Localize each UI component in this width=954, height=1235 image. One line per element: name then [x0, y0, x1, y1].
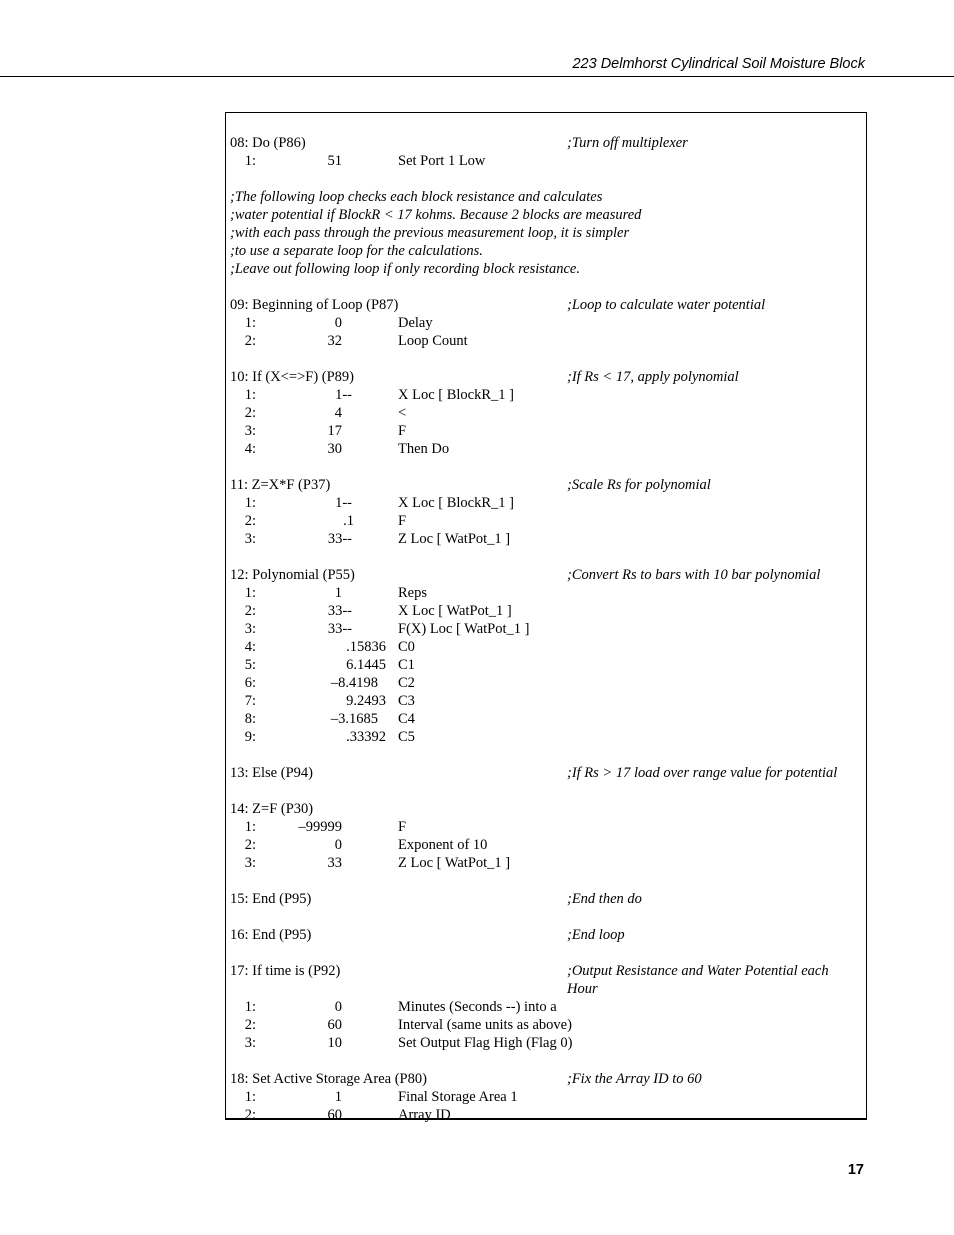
parameter-number: 2:	[244, 837, 256, 853]
parameter-value: 32	[327, 333, 342, 349]
instruction-title-line	[226, 368, 866, 386]
parameter-description: C3	[398, 693, 415, 709]
parameter-row	[226, 656, 866, 674]
parameter-number: 2:	[244, 603, 256, 619]
instruction-comment: ;Loop to calculate water potential	[567, 297, 766, 313]
comment-text: ;to use a separate loop for the calculations.	[230, 243, 483, 259]
parameter-row	[226, 836, 866, 854]
comment-line	[226, 224, 866, 242]
parameter-value: 60	[327, 1107, 342, 1123]
parameter-number: 7:	[244, 693, 256, 709]
instruction-comment: ;Output Resistance and Water Potential each	[567, 963, 829, 979]
parameter-description: Reps	[398, 585, 427, 601]
parameter-value: 0	[334, 999, 342, 1015]
parameter-description: Exponent of 10	[398, 837, 488, 853]
parameter-row	[226, 440, 866, 458]
parameter-row	[226, 530, 866, 548]
instruction-title-line	[226, 1070, 866, 1088]
instruction-comment: ;End loop	[567, 927, 625, 943]
comment-text: ;The following loop checks each block resistance and calculates	[230, 189, 603, 205]
instruction-title-line	[226, 926, 866, 944]
parameter-row	[226, 674, 866, 692]
parameter-row	[226, 314, 866, 332]
parameter-number: 2:	[244, 1017, 256, 1033]
parameter-row	[226, 818, 866, 836]
comment-line	[226, 206, 866, 224]
parameter-row	[226, 1034, 866, 1052]
parameter-number: 1:	[244, 999, 256, 1015]
instruction-title: 12: Polynomial (P55)	[230, 567, 355, 583]
instruction-comment: ;Turn off multiplexer	[567, 135, 688, 151]
parameter-number: 2:	[244, 1107, 256, 1123]
instruction-title-line	[226, 134, 866, 152]
instruction-title: 08: Do (P86)	[230, 135, 306, 151]
parameter-value: 4	[334, 405, 342, 421]
running-header	[0, 0, 954, 77]
parameter-description: Z Loc [ WatPot_1 ]	[398, 855, 511, 871]
parameter-value: 0	[334, 837, 342, 853]
parameter-row	[226, 728, 866, 746]
parameter-description: C2	[398, 675, 415, 691]
parameter-row	[226, 854, 866, 872]
parameter-description: F	[398, 513, 407, 529]
instruction-title: 10: If (X<=>F) (P89)	[230, 369, 355, 385]
parameter-value: 1	[334, 585, 342, 601]
parameter-value: 33--	[327, 603, 352, 619]
document-title: 223 Delmhorst Cylindrical Soil Moisture Block	[572, 56, 865, 72]
parameter-description: Delay	[398, 315, 433, 331]
parameter-number: 3:	[244, 1035, 256, 1051]
parameter-description: Loop Count	[398, 333, 468, 349]
comment-line	[226, 260, 866, 278]
parameter-value: 60	[327, 1017, 342, 1033]
parameter-value: 30	[327, 441, 342, 457]
instruction-title-line	[226, 566, 866, 584]
instruction-comment: ;Scale Rs for polynomial	[567, 477, 711, 493]
instruction-comment: ;Convert Rs to bars with 10 bar polynomial	[567, 567, 821, 583]
parameter-value: –3.1685	[330, 711, 378, 727]
instruction-comment: ;If Rs < 17, apply polynomial	[567, 369, 739, 385]
parameter-description: <	[398, 405, 407, 421]
parameter-description: X Loc [ BlockR_1 ]	[398, 495, 514, 511]
parameter-row	[226, 710, 866, 728]
parameter-number: 1:	[244, 819, 256, 835]
parameter-value: 0	[334, 315, 342, 331]
parameter-row	[226, 998, 866, 1016]
parameter-row	[226, 584, 866, 602]
instruction-title: 11: Z=X*F (P37)	[230, 477, 331, 493]
instruction-title: 16: End (P95)	[230, 927, 312, 943]
instruction-title-line	[226, 962, 866, 980]
parameter-number: 2:	[244, 405, 256, 421]
parameter-row	[226, 386, 866, 404]
instruction-title: 17: If time is (P92)	[230, 963, 341, 979]
instruction-title-line	[226, 296, 866, 314]
parameter-description: Array ID	[398, 1107, 451, 1123]
parameter-row	[226, 602, 866, 620]
parameter-description: Final Storage Area 1	[398, 1089, 518, 1105]
parameter-number: 6:	[244, 675, 256, 691]
parameter-row	[226, 638, 866, 656]
comment-line	[226, 242, 866, 260]
parameter-description: F	[398, 423, 407, 439]
parameter-value: .1	[343, 513, 354, 529]
instruction-title: 13: Else (P94)	[230, 765, 313, 781]
comment-text: ;Leave out following loop if only recording block resistance.	[230, 261, 580, 277]
instruction-title: 15: End (P95)	[230, 891, 312, 907]
instruction-title: 14: Z=F (P30)	[230, 801, 314, 817]
parameter-value: 9.2493	[346, 693, 386, 709]
parameter-number: 1:	[244, 1089, 256, 1105]
parameter-description: C5	[398, 729, 415, 745]
parameter-description: C1	[398, 657, 415, 673]
instruction-comment: ;End then do	[567, 891, 642, 907]
parameter-row	[226, 692, 866, 710]
parameter-number: 4:	[244, 441, 256, 457]
parameter-description: Set Port 1 Low	[398, 153, 486, 169]
parameter-number: 3:	[244, 423, 256, 439]
parameter-description: Interval (same units as above)	[398, 1017, 572, 1033]
parameter-value: 1--	[335, 495, 352, 511]
comment-line	[226, 188, 866, 206]
parameter-value: .33392	[346, 729, 386, 745]
program-listing	[225, 112, 867, 1123]
parameter-row	[226, 1106, 866, 1124]
parameter-value: 51	[327, 153, 342, 169]
parameter-row	[226, 422, 866, 440]
instruction-title: 18: Set Active Storage Area (P80)	[230, 1071, 427, 1087]
parameter-value: 1--	[335, 387, 352, 403]
parameter-number: 5:	[244, 657, 256, 673]
parameter-number: 3:	[244, 531, 256, 547]
parameter-number: 8:	[244, 711, 256, 727]
parameter-value: 33	[327, 855, 342, 871]
parameter-value: 17	[327, 423, 342, 439]
parameter-row	[226, 1088, 866, 1106]
parameter-value: .15836	[346, 639, 386, 655]
parameter-number: 1:	[244, 495, 256, 511]
comment-text: ;with each pass through the previous measurement loop, it is simpler	[230, 225, 630, 241]
instruction-comment-continuation	[226, 980, 866, 998]
parameter-number: 2:	[244, 513, 256, 529]
parameter-value: 10	[327, 1035, 342, 1051]
parameter-number: 1:	[244, 387, 256, 403]
parameter-number: 1:	[244, 153, 256, 169]
parameter-row	[226, 404, 866, 422]
parameter-value: 33--	[327, 621, 352, 637]
instruction-comment: ;Fix the Array ID to 60	[567, 1071, 702, 1087]
parameter-row	[226, 494, 866, 512]
parameter-value: 6.1445	[346, 657, 386, 673]
parameter-value: –8.4198	[330, 675, 378, 691]
instruction-title-line	[226, 890, 866, 908]
parameter-description: Minutes (Seconds --) into a	[398, 999, 557, 1015]
parameter-description: C4	[398, 711, 415, 727]
parameter-row	[226, 512, 866, 530]
parameter-description: F	[398, 819, 407, 835]
parameter-number: 3:	[244, 621, 256, 637]
instruction-title-line	[226, 800, 866, 818]
page-number: 17	[847, 1162, 864, 1178]
parameter-row	[226, 332, 866, 350]
parameter-number: 9:	[244, 729, 256, 745]
parameter-number: 2:	[244, 333, 256, 349]
parameter-description: C0	[398, 639, 415, 655]
parameter-description: X Loc [ BlockR_1 ]	[398, 387, 514, 403]
parameter-description: F(X) Loc [ WatPot_1 ]	[398, 621, 530, 637]
instruction-comment: Hour	[567, 981, 598, 997]
instruction-title-line	[226, 764, 866, 782]
instruction-title: 09: Beginning of Loop (P87)	[230, 297, 399, 313]
parameter-description: X Loc [ WatPot_1 ]	[398, 603, 512, 619]
parameter-value: –99999	[298, 819, 342, 835]
parameter-number: 3:	[244, 855, 256, 871]
parameter-number: 1:	[244, 585, 256, 601]
parameter-row	[226, 152, 866, 170]
parameter-row	[226, 620, 866, 638]
parameter-number: 4:	[244, 639, 256, 655]
parameter-description: Set Output Flag High (Flag 0)	[398, 1035, 573, 1051]
parameter-value: 33--	[327, 531, 352, 547]
instruction-comment: ;If Rs > 17 load over range value for potential	[567, 765, 838, 781]
comment-text: ;water potential if BlockR < 17 kohms. Because 2 blocks are measured	[230, 207, 642, 223]
parameter-value: 1	[334, 1089, 342, 1105]
parameter-description: Then Do	[398, 441, 450, 457]
instruction-title-line	[226, 476, 866, 494]
parameter-number: 1:	[244, 315, 256, 331]
parameter-row	[226, 1016, 866, 1034]
parameter-description: Z Loc [ WatPot_1 ]	[398, 531, 511, 547]
